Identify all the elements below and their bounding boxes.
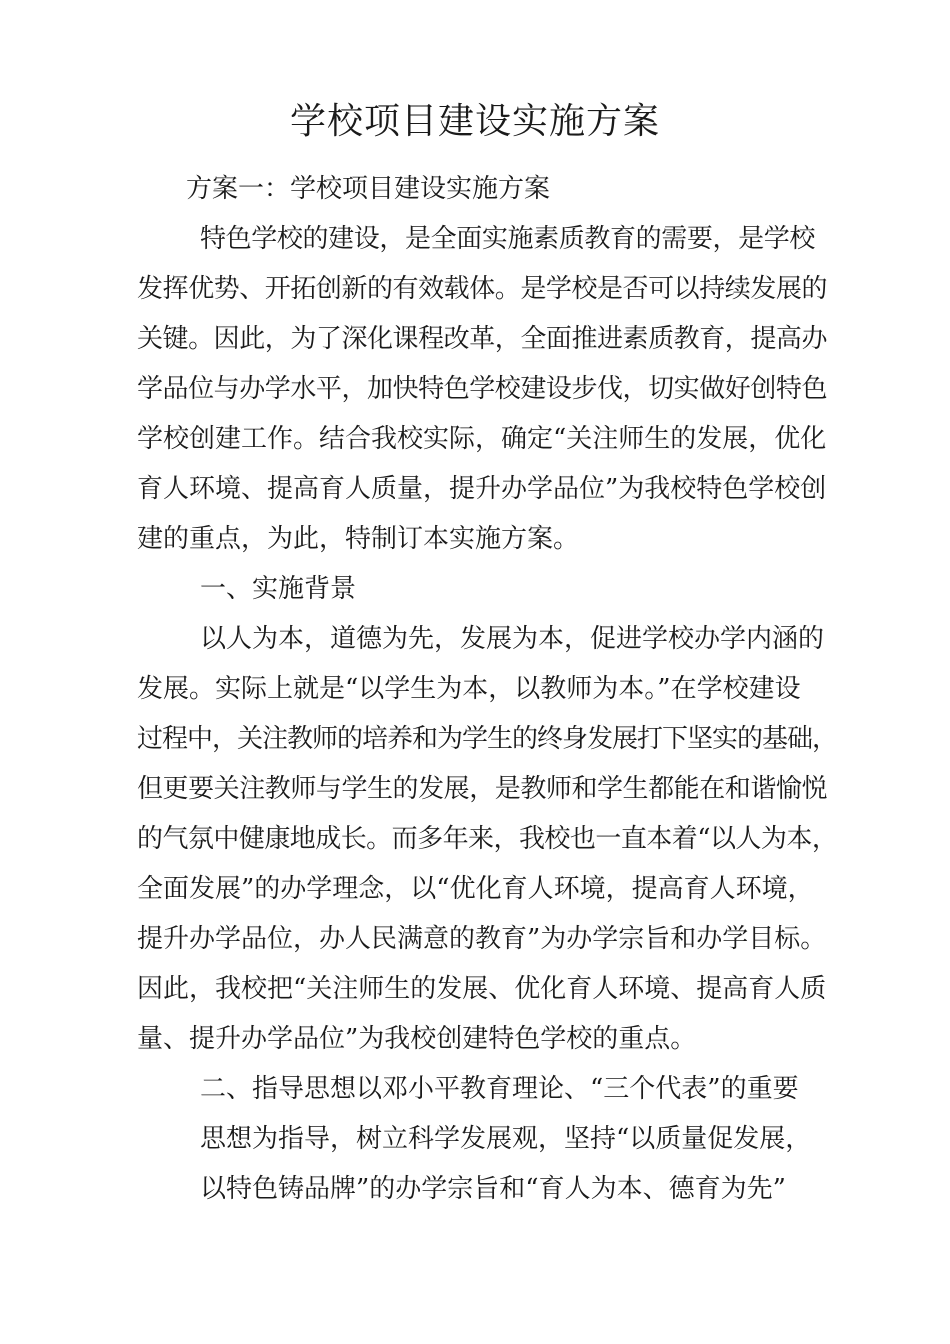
body-line-16: 因此，我校把“关注师生的发展、优化育人环境、提高育人质 <box>137 974 827 1004</box>
body-line-20: 以特色铸品牌”的办学宗旨和“育人为本、德育为先” <box>200 1174 786 1204</box>
body-line-9: 以人为本，道德为先，发展为本，促进学校办学内涵的 <box>200 624 825 654</box>
body-line-4: 学品位与办学水平，加快特色学校建设步伐，切实做好创特色 <box>137 374 828 404</box>
section-heading-1: 一、实施背景 <box>200 574 357 604</box>
body-line-11: 过程中，关注教师的培养和为学生的终身发展打下坚实的基础， <box>137 724 838 754</box>
body-line-13: 的气氛中健康地成长。而多年来，我校也一直本着“以人为本， <box>137 824 838 854</box>
section-heading-2: 二、指导思想以邓小平教育理论、“三个代表”的重要 <box>200 1074 799 1104</box>
body-line-19: 思想为指导，树立科学发展观，坚持“以质量促发展， <box>200 1124 812 1154</box>
body-line-6: 育人环境、提高育人质量，提升办学品位”为我校特色学校创 <box>137 474 827 504</box>
body-line-1: 特色学校的建设，是全面实施素质教育的需要，是学校 <box>200 224 816 254</box>
body-line-5: 学校创建工作。结合我校实际，确定“关注师生的发展，优化 <box>137 424 827 454</box>
body-line-10: 发展。实际上就是“以学生为本，以教师为本。”在学校建设 <box>137 674 801 704</box>
body-line-7: 建的重点，为此，特制订本实施方案。 <box>137 524 580 554</box>
body-line-2: 发挥优势、开拓创新的有效载体。是学校是否可以持续发展的 <box>137 274 828 304</box>
body-line-17: 量、提升办学品位”为我校创建特色学校的重点。 <box>137 1024 697 1054</box>
body-line-12: 但更要关注教师与学生的发展，是教师和学生都能在和谐愉悦 <box>137 774 828 804</box>
body-line-15: 提升办学品位，办人民满意的教育”为办学宗旨和办学目标。 <box>137 924 827 954</box>
document-title: 学校项目建设实施方案 <box>289 101 660 142</box>
subtitle-line: 方案一：学校项目建设实施方案 <box>186 174 551 204</box>
body-line-14: 全面发展”的办学理念，以“优化育人环境，提高育人环境， <box>137 874 814 904</box>
body-line-3: 关键。因此，为了深化课程改革，全面推进素质教育，提高办 <box>137 324 828 354</box>
